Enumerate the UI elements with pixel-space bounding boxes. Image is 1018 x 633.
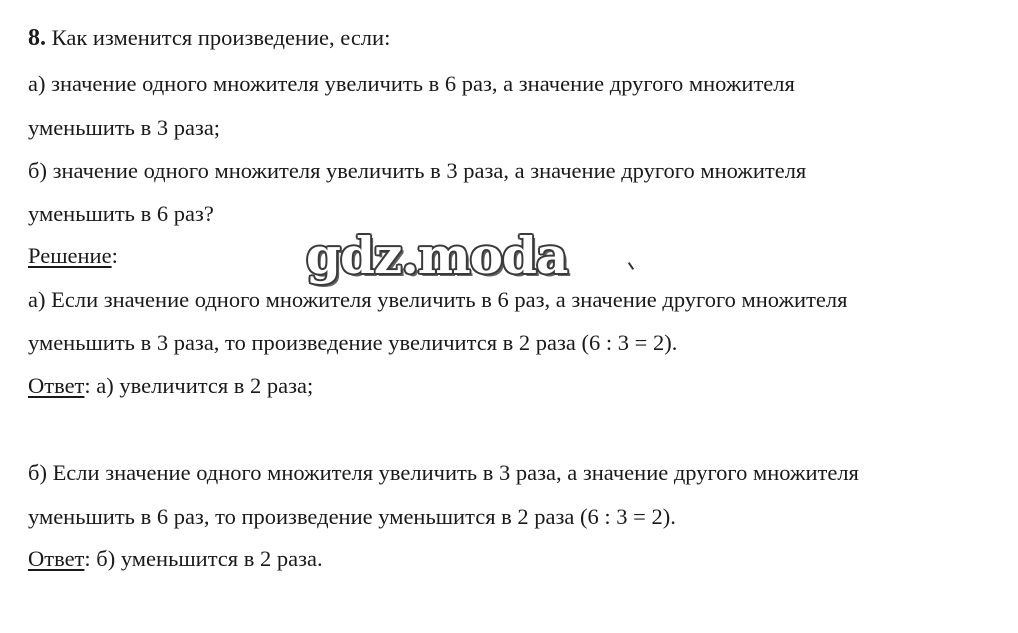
answer-a xyxy=(28,372,313,400)
answer-b-label: Ответ xyxy=(28,546,85,571)
solution-b-line2: уменьшить в 6 раз, то произведение уменьшится в 2 раза (6 : 3 = 2). xyxy=(28,504,676,529)
task-number: 8. xyxy=(28,25,46,51)
task-part-b-line2: уменьшить в 6 раз? xyxy=(28,201,214,226)
solution-heading-label: Решение xyxy=(28,243,112,268)
task-part-a-line2: уменьшить в 3 раза; xyxy=(28,115,221,140)
answer-a-text: : а) увеличится в 2 раза; xyxy=(84,373,314,398)
watermark-logo: gdz.moda xyxy=(306,226,568,285)
task-part-b-line1: б) значение одного множителя увеличить в 3 раза, а значение другого множителя xyxy=(28,158,807,183)
solution-a-line2: уменьшить в 3 раза, то произведение увеличится в 2 раза (6 : 3 = 2). xyxy=(28,330,678,355)
task-header xyxy=(28,24,390,52)
task-part-a-line1: а) значение одного множителя увеличить в 6 раз, а значение другого множителя xyxy=(28,71,795,96)
answer-b-text: : б) уменьшится в 2 раза. xyxy=(84,546,323,571)
task-question: Как изменится произведение, если: xyxy=(51,25,391,50)
solution-heading-colon: : xyxy=(111,243,118,268)
solution-heading xyxy=(28,242,118,270)
answer-a-label: Ответ xyxy=(28,373,85,398)
scan-speck xyxy=(628,262,634,270)
solution-b-line1: б) Если значение одного множителя увеличить в 3 раза, а значение другого множителя xyxy=(28,460,859,485)
solution-a-line1: а) Если значение одного множителя увеличить в 6 раз, а значение другого множителя xyxy=(28,287,848,312)
answer-b xyxy=(28,545,323,573)
